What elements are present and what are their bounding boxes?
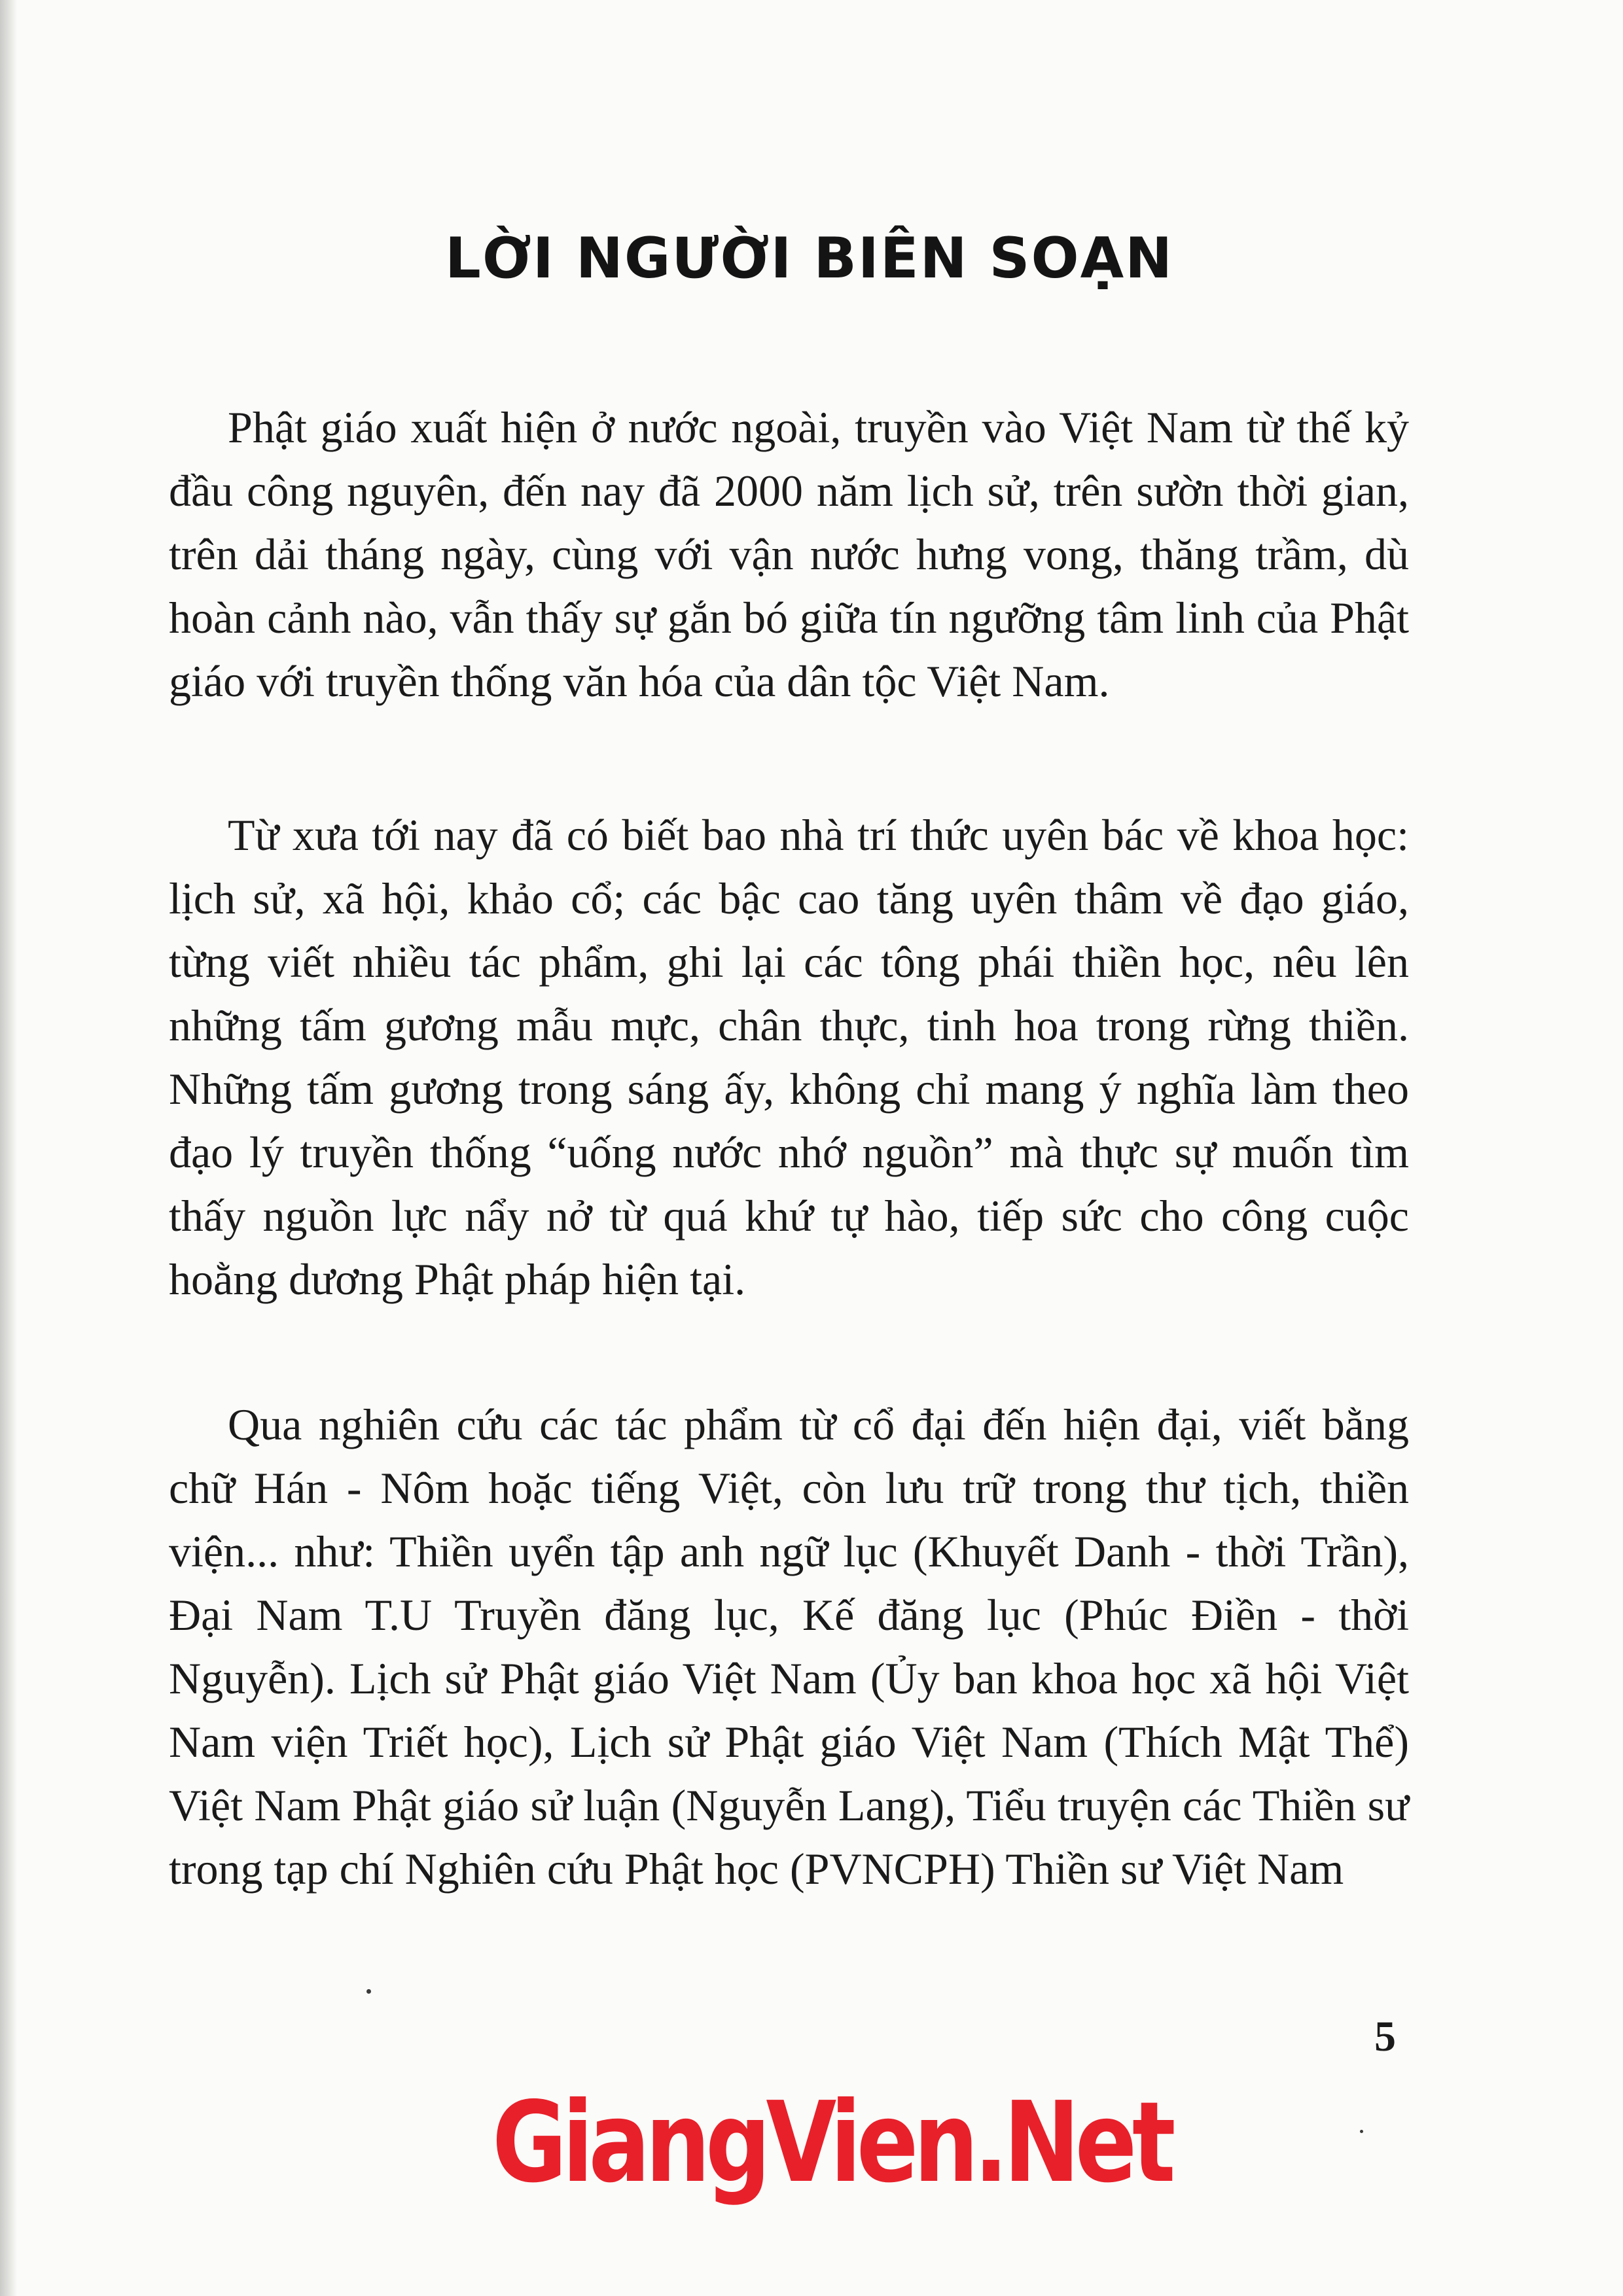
paragraph-text: Phật giáo xuất hiện ở nước ngoài, truyền vào Việt Nam từ thế kỷ đầu công nguyên, đến nay đã 2000 năm lịch sử, trên sườn thời gian, trên dải tháng ngày, cùng với vận nước hưng vong, thăng trầm, dù hoàn cảnh nào, vẫn thấy sự gắn bó giữa tín ngưỡng tâm linh của Phật giáo với truyền thống văn hóa của dân tộc Việt Nam. [169,402,1409,706]
paragraph-2 [169,804,1409,1311]
scan-speck [1360,2130,1363,2133]
paragraph-text: Qua nghiên cứu các tác phẩm từ cổ đại đến hiện đại, viết bằng chữ Hán - Nôm hoặc tiếng Việt, còn lưu trữ trong thư tịch, thiền viện... như: Thiền uyển tập anh ngữ lục (Khuyết Danh - thời Trần), Đại Nam T.U Truyền đăng lục, Kế đăng lục (Phúc Điền - thời Nguyễn). Lịch sử Phật giáo Việt Nam (Ủy ban khoa học xã hội Việt Nam viện Triết học), Lịch sử Phật giáo Việt Nam (Thích Mật Thể) Việt Nam Phật giáo sử luận (Nguyễn Lang), Tiểu truyện các Thiền sư trong tạp chí Nghiên cứu Phật học (PVNCPH) Thiền sư Việt Nam [169,1400,1409,1894]
page-number: 5 [1374,2013,1396,2060]
scan-speck [366,1989,371,1994]
watermark-logo: GiangVien.Net [492,2078,1171,2208]
paragraph-3 [169,1393,1409,1901]
paragraph-1 [169,396,1409,713]
page-title: LỜI NGƯỜI BIÊN SOẠN [445,226,1174,291]
paragraph-text: Từ xưa tới nay đã có biết bao nhà trí thức uyên bác về khoa học: lịch sử, xã hội, khảo cổ; các bậc cao tăng uyên thâm về đạo giáo, từng viết nhiều tác phẩm, ghi lại các tông phái thiền học, nêu lên những tấm gương mẫu mực, chân thực, tinh hoa trong rừng thiền. Những tấm gương trong sáng ấy, không chỉ mang ý nghĩa làm theo đạo lý truyền thống “uống nước nhớ nguồn” mà thực sự muốn tìm thấy nguồn lực nẩy nở từ quá khứ tự hào, tiếp sức cho công cuộc hoằng dương Phật pháp hiện tại. [169,810,1409,1304]
